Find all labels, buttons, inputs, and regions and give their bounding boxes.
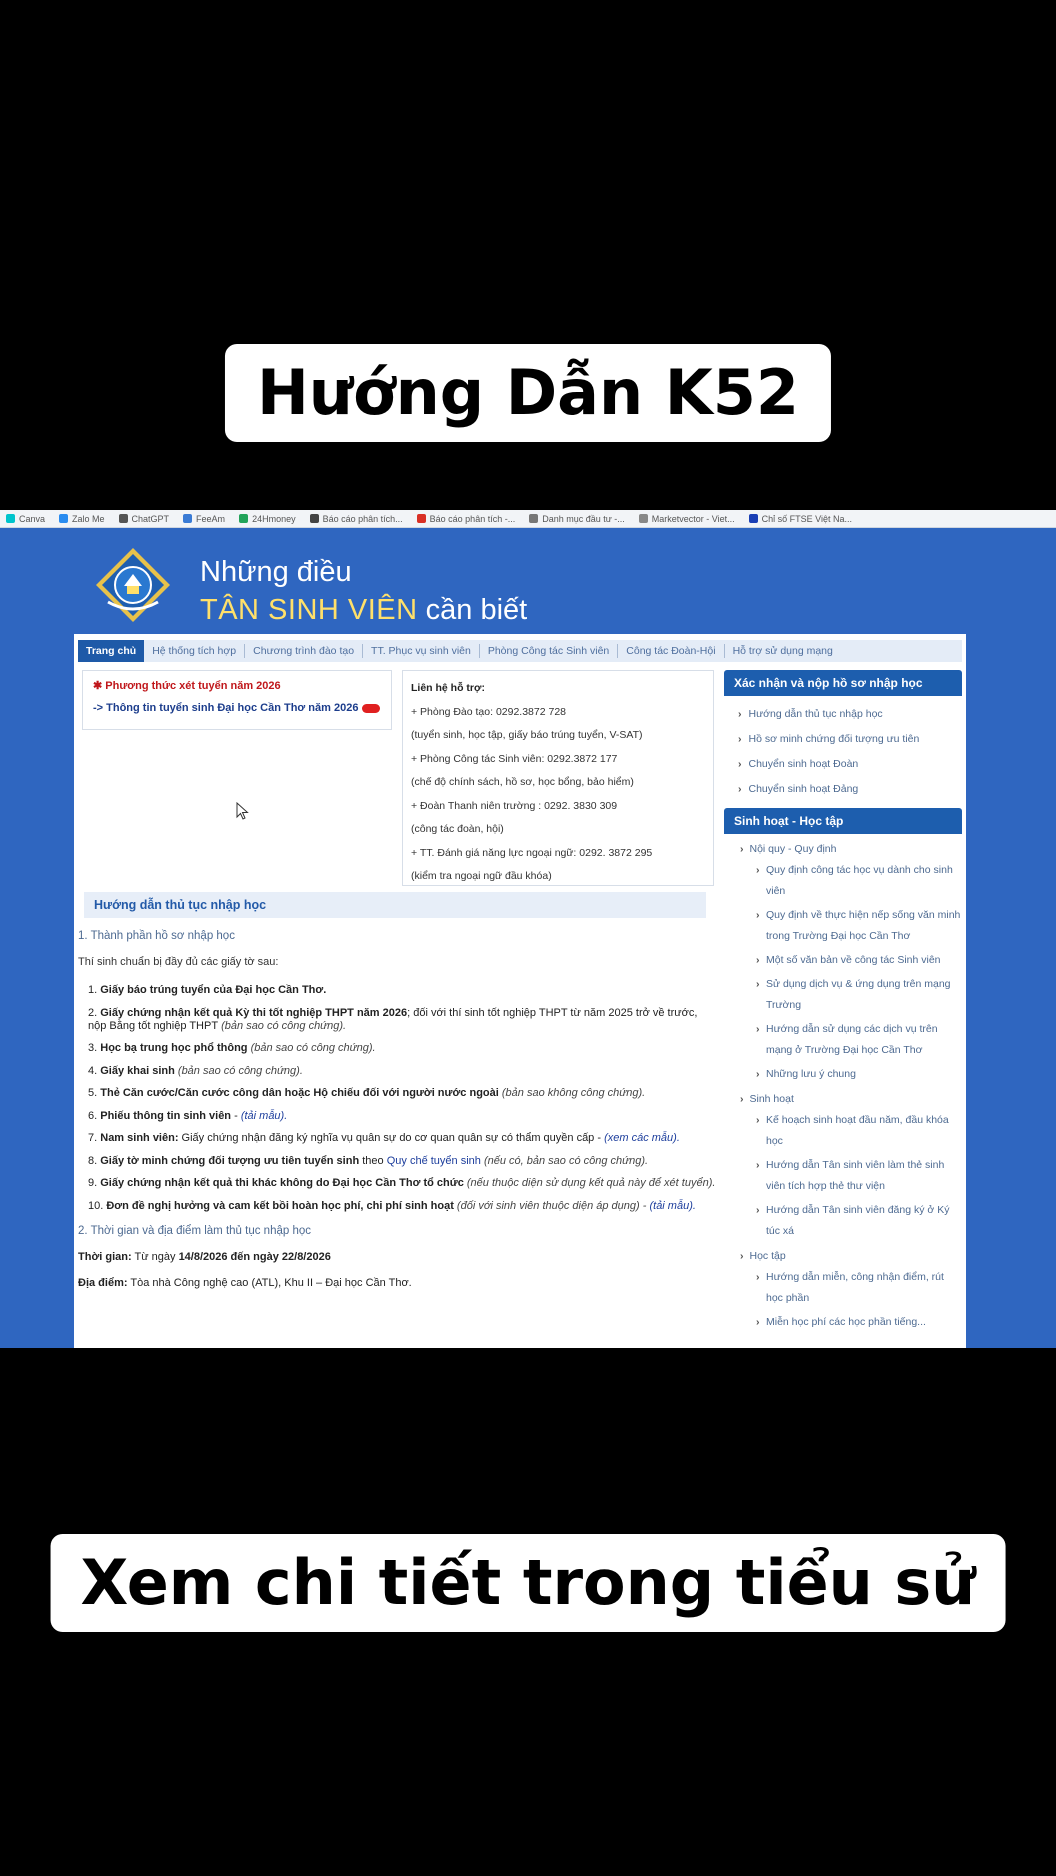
sidebar-group-label: Học tập [749, 1250, 786, 1262]
bookmark-label: ChatGPT [131, 513, 170, 524]
documents-intro: Thí sinh chuẩn bị đầy đủ các giấy tờ sau: [78, 956, 279, 968]
bookmark-item[interactable] [529, 514, 625, 524]
bookmark-label: Zalo Me [72, 513, 105, 524]
header-title-line1: Những điều [200, 556, 352, 588]
time-label: Thời gian: [78, 1250, 132, 1263]
bookmark-favicon-icon [183, 514, 192, 523]
document-number: 2. [88, 1006, 98, 1019]
admission-guide [78, 892, 716, 1289]
bookmark-favicon-icon [529, 514, 538, 523]
support-contact-box [402, 670, 714, 886]
sidebar-sublink[interactable]: › Quy định công tác học vụ dành cho sinh viên [756, 860, 962, 902]
document-item [88, 1007, 716, 1033]
document-name: Phiếu thông tin sinh viên [100, 1109, 232, 1122]
support-contact-line: (kiểm tra ngoại ngữ đầu khóa) [411, 870, 552, 882]
document-name: Thẻ Căn cước/Căn cước công dân hoặc Hộ chiếu đối với người nước ngoài [100, 1087, 499, 1099]
document-number: 9. [88, 1177, 98, 1189]
sidebar-sublink[interactable]: › Những lưu ý chung [756, 1064, 962, 1085]
document-detail: theo [359, 1154, 387, 1167]
news-link-admission-method[interactable] [93, 679, 381, 692]
sidebar-head-study-life: Sinh hoạt - Học tập [724, 808, 962, 834]
sidebar-sublink[interactable]: › Kế hoạch sinh hoạt đầu năm, đầu khóa học [756, 1110, 962, 1152]
place-label: Địa điểm: [78, 1276, 128, 1289]
document-item [88, 1110, 716, 1123]
document-note: (bản sao có công chứng). [218, 1019, 347, 1032]
bookmark-favicon-icon [417, 514, 426, 523]
nav-item[interactable]: Phòng Công tác Sinh viên [480, 644, 618, 658]
document-name: Nam sinh viên: [100, 1132, 179, 1144]
document-name: Giấy báo trúng tuyển của Đại học Cần Thơ. [100, 984, 327, 996]
bookmark-favicon-icon [310, 514, 319, 523]
university-logo-icon [94, 546, 172, 624]
bookmark-favicon-icon [119, 514, 128, 523]
document-note: (nếu có, bản sao có công chứng). [480, 1154, 649, 1167]
star-icon: ✱ [93, 680, 106, 692]
section-documents-title: 1. Thành phần hồ sơ nhập học [78, 930, 235, 942]
sidebar-group[interactable] [740, 1245, 962, 1333]
document-detail: - [231, 1109, 241, 1122]
bottom-caption: Xem chi tiết trong tiểu sử [51, 1534, 1006, 1632]
support-contact-line: + Đoàn Thanh niên trường : 0292. 3830 309 [411, 799, 618, 812]
news-link-admission-method-label: Phương thức xét tuyển năm 2026 [105, 680, 281, 692]
support-contact-line: (tuyển sinh, học tập, giấy báo trúng tuyển, V-SAT) [411, 729, 643, 741]
bookmark-label: Báo cáo phân tích -... [429, 513, 516, 524]
document-name: Học bạ trung học phổ thông [100, 1042, 248, 1054]
site-header [94, 546, 794, 632]
sidebar-sublink[interactable]: › Hướng dẫn Tân sinh viên làm thẻ sinh viên tích hợp thẻ thư viện [756, 1155, 962, 1197]
bookmark-item[interactable] [183, 514, 225, 524]
sidebar-subtree [740, 860, 962, 1085]
place-value: Tòa nhà Công nghệ cao (ATL), Khu II – Đại học Cần Thơ. [127, 1276, 412, 1289]
document-number: 3. [88, 1042, 98, 1054]
sidebar-subtree [740, 1267, 962, 1333]
sidebar-group-label: Nội quy - Quy định [749, 843, 837, 855]
document-note: (bản sao có công chứng). [174, 1064, 303, 1077]
news-box [82, 670, 392, 730]
sidebar-group[interactable] [740, 1088, 962, 1242]
support-contact-heading: Liên hệ hỗ trợ: [411, 682, 485, 694]
document-name: Giấy chứng nhận kết quả Kỳ thi tốt nghiệp THPT năm 2026 [100, 1006, 408, 1019]
document-note: (nếu thuộc diện sử dụng kết quả này để xét tuyển). [463, 1177, 716, 1189]
document-number: 10. [88, 1199, 104, 1212]
bookmark-item[interactable] [119, 514, 170, 524]
bookmark-item[interactable] [417, 514, 516, 524]
document-item [88, 1087, 716, 1100]
bookmark-favicon-icon [749, 514, 758, 523]
admission-guide-title: Hướng dẫn thủ tục nhập học [84, 892, 706, 918]
document-item [88, 1155, 716, 1168]
document-name: Đơn đề nghị hưởng và cam kết bồi hoàn học phí, chi phí sinh hoạt [106, 1199, 454, 1212]
bookmark-label: Chỉ số FTSE Việt Na... [761, 513, 853, 524]
sidebar [724, 670, 962, 1336]
document-note: (bản sao không công chứng). [498, 1087, 646, 1099]
bookmark-item[interactable] [59, 514, 105, 524]
document-item [88, 1042, 716, 1055]
nav-item[interactable]: Trang chủ [78, 640, 144, 662]
document-number: 5. [88, 1087, 98, 1099]
news-link-admission-info-label: -> Thông tin tuyển sinh Đại học Cần Thơ năm 2026 [93, 702, 359, 714]
document-item [88, 1177, 716, 1190]
sidebar-sublink[interactable]: › Hướng dẫn Tân sinh viên đăng ký ở Ký túc xá [756, 1200, 962, 1242]
bookmark-item[interactable] [239, 514, 296, 524]
document-number: 7. [88, 1132, 98, 1144]
bookmarks-bar [0, 510, 1056, 528]
sidebar-sublink[interactable]: › Sử dụng dịch vụ & ứng dụng trên mạng Trường [756, 974, 962, 1016]
document-note: (bản sao có công chứng). [247, 1042, 376, 1054]
bookmark-item[interactable] [310, 514, 403, 524]
sidebar-sublink[interactable]: › Hướng dẫn miễn, công nhận điểm, rút học phần [756, 1267, 962, 1309]
sidebar-group[interactable] [740, 838, 962, 1085]
browser-screenshot [0, 510, 1056, 1348]
header-title-line2 [200, 594, 527, 627]
mouse-cursor-icon [236, 802, 250, 820]
sidebar-sublink[interactable]: › Quy định về thực hiện nếp sống văn minh trong Trường Đại học Cần Thơ [756, 905, 962, 947]
document-note: (đối với sinh viên thuộc diện áp dụng) - [453, 1199, 650, 1212]
bookmark-label: Canva [19, 513, 46, 524]
bookmark-favicon-icon [239, 514, 248, 523]
page-content [74, 634, 966, 1348]
section-time-place-title: 2. Thời gian và địa điểm làm thủ tục nhập học [78, 1224, 311, 1237]
time-info [78, 1251, 716, 1263]
bookmark-item[interactable] [6, 514, 45, 524]
bookmark-item[interactable] [749, 514, 852, 524]
document-detail: Giấy chứng nhận đăng ký nghĩa vụ quân sự do cơ quan quân sự có thẩm quyền cấp - [178, 1132, 605, 1144]
top-caption: Hướng Dẫn K52 [225, 344, 831, 442]
support-contact-line: + Phòng Công tác Sinh viên: 0292.3872 177 [411, 752, 618, 765]
document-number: 1. [88, 984, 98, 996]
nav-item[interactable]: Chương trình đào tạo [245, 644, 363, 658]
sidebar-study-life-tree [724, 834, 962, 1333]
time-dates: 14/8/2026 đến ngày 22/8/2026 [178, 1250, 331, 1263]
bookmark-label: FeeAm [196, 513, 226, 524]
nav-item[interactable]: TT. Phục vụ sinh viên [363, 644, 480, 658]
bookmark-favicon-icon [59, 514, 68, 523]
support-contact-line: + TT. Đánh giá năng lực ngoại ngữ: 0292. 3872 295 [411, 846, 653, 859]
bookmark-favicon-icon [639, 514, 648, 523]
sidebar-subtree [740, 1110, 962, 1242]
support-contact-line: (công tác đoàn, hội) [411, 823, 504, 835]
sidebar-link[interactable]: › Chuyển sinh hoạt Đảng [738, 777, 962, 802]
document-number: 8. [88, 1154, 98, 1167]
document-link[interactable]: Quy chế tuyển sinh [386, 1154, 481, 1167]
nav-item[interactable]: Hỗ trợ sử dụng mạng [732, 645, 833, 657]
document-number: 4. [88, 1064, 98, 1077]
time-value: Từ ngày [131, 1250, 179, 1263]
sidebar-sublink[interactable]: › Hướng dẫn sử dụng các dịch vụ trên mạng ở Trường Đại học Cần Thơ [756, 1019, 962, 1061]
bookmark-label: Marketvector - Viet... [651, 513, 735, 524]
document-link[interactable]: (tải mẫu). [240, 1109, 288, 1122]
bookmark-item[interactable] [639, 514, 735, 524]
nav-item[interactable]: Công tác Đoàn-Hội [618, 644, 724, 658]
document-detail: ; đối với thí sinh tốt nghiệp THPT từ năm 2025 trở về trước, nộp Bằng tốt nghiệp THPT [88, 1006, 698, 1032]
sidebar-group-label: Sinh hoạt [749, 1093, 794, 1105]
sidebar-enrollment-list [724, 696, 962, 808]
support-contact-line: + Phòng Đào tạo: 0292.3872 728 [411, 705, 567, 718]
news-link-admission-info[interactable] [93, 702, 381, 714]
document-item [88, 1200, 716, 1213]
main-nav [78, 640, 962, 662]
nav-item[interactable]: Hệ thống tích hợp [144, 644, 245, 658]
bookmark-favicon-icon [6, 514, 15, 523]
sidebar-link[interactable]: › Chuyển sinh hoạt Đoàn [738, 752, 962, 777]
document-number: 6. [88, 1109, 98, 1122]
document-name: Giấy tờ minh chứng đối tượng ưu tiên tuyển sinh [100, 1154, 360, 1167]
sidebar-link[interactable]: › Hồ sơ minh chứng đối tượng ưu tiên [738, 727, 962, 752]
support-contact-line: (chế độ chính sách, hồ sơ, học bổng, bảo hiểm) [411, 776, 634, 788]
bookmark-label: Danh mục đầu tư -... [542, 513, 625, 524]
document-item [88, 984, 716, 997]
sidebar-link[interactable]: › Hướng dẫn thủ tục nhập học [738, 702, 962, 727]
document-item [88, 1132, 716, 1145]
document-link[interactable]: (tải mẫu). [649, 1199, 696, 1212]
sidebar-sublink[interactable]: › Miễn học phí các học phần tiếng... [756, 1312, 962, 1333]
bookmark-label: 24Hmoney [252, 513, 296, 524]
document-item [88, 1065, 716, 1078]
documents-list [88, 984, 716, 1213]
bookmark-label: Báo cáo phân tích... [322, 513, 403, 524]
sidebar-head-enrollment: Xác nhận và nộp hồ sơ nhập học [724, 670, 962, 696]
new-badge-icon [362, 704, 380, 713]
document-name: Giấy chứng nhận kết quả thi khác không do Đại học Cần Thơ tổ chức [100, 1177, 464, 1189]
document-name: Giấy khai sinh [100, 1064, 175, 1077]
document-link[interactable]: (xem các mẫu). [604, 1132, 680, 1144]
header-title-highlight: TÂN SINH VIÊN [200, 594, 418, 626]
sidebar-sublink[interactable]: › Một số văn bản về công tác Sinh viên [756, 950, 962, 971]
place-info [78, 1277, 716, 1289]
header-title-suffix: cần biết [425, 594, 528, 626]
